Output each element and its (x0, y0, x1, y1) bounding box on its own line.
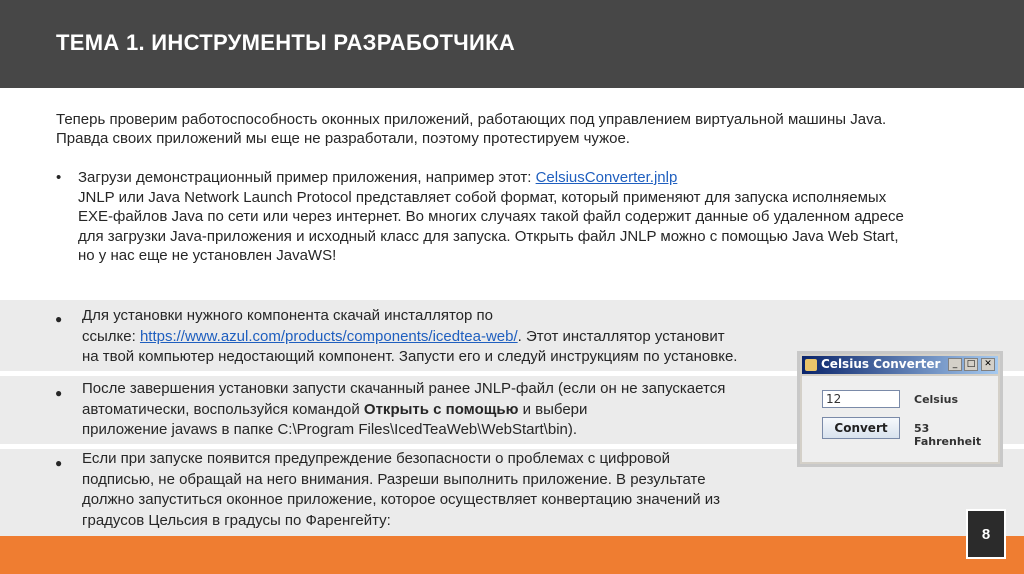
band-launch-line-3: приложение javaws в папке C:\Program Files\IcedTeaWeb\WebStart\bin). (82, 421, 578, 438)
bullet-marker: ● (55, 456, 63, 470)
band-install-line-1: Для установки нужного компонента скачай инсталлятор по (82, 307, 493, 324)
band-warning-line-2: подписью, не обращай на него внимания. Разреши выполнить приложение. В результате (82, 470, 706, 488)
band-install-text (82, 306, 737, 368)
band-launch-line-2 (82, 400, 725, 421)
convert-button[interactable]: Convert (822, 417, 900, 439)
celsius-converter-window (797, 351, 1003, 467)
band-launch-line-2-post: и выбери (518, 400, 588, 418)
band-install-line-2-pre: ссылке: (82, 327, 140, 345)
page-number: 8 (966, 509, 1006, 559)
band-install-line-2-post: . Этот инсталлятор установит (517, 327, 725, 345)
bullet-download-line-4: для загрузки Java-приложения и исходный класс для запуска. Открыть файл JNLP можно с помощью Java Web Start, (78, 227, 899, 245)
header-bar (0, 0, 1024, 88)
bullet-marker: ● (55, 386, 63, 400)
bullet-download-text (78, 168, 978, 266)
minimize-icon[interactable]: _ (948, 358, 962, 371)
intro-text (56, 110, 976, 148)
window-title: Celsius Converter (821, 357, 941, 371)
band-install-line-2 (82, 327, 737, 348)
open-with-command: Открыть с помощью (363, 400, 519, 418)
fahrenheit-result: 53 Fahrenheit (914, 422, 982, 448)
celsius-label: Celsius (914, 393, 958, 406)
intro-line-2: Правда своих приложений мы еще не разработали, поэтому протестируем чужое. (56, 130, 630, 147)
band-warning-text (82, 449, 720, 531)
bullet-download-line-3: EXE-файлов Java по сети или через интернет. Во многих случаях такой файл содержит данные об удаленном адресе (78, 208, 904, 225)
band-launch-line-1: После завершения установки запусти скачанный ранее JNLP-файл (если он не запускается (82, 380, 726, 397)
close-icon[interactable]: ✕ (981, 358, 995, 371)
window-titlebar[interactable] (802, 356, 998, 374)
celsius-converter-link[interactable]: CelsiusConverter.jnlp (535, 169, 678, 186)
maximize-icon[interactable]: □ (964, 358, 978, 371)
band-launch-line-2-pre: автоматически, воспользуйся командой (82, 400, 364, 418)
band-install-line-3: на твой компьютер недостающий компонент. Запусти его и следуй инструкциям по установке. (82, 348, 738, 365)
celsius-input[interactable]: 12 (822, 390, 900, 408)
bullet-download-line-1 (78, 168, 978, 188)
window-body (802, 376, 998, 462)
band-warning-line-1: Если при запуске появится предупреждение безопасности о проблемах с цифровой (82, 450, 670, 467)
intro-line-1: Теперь проверим работоспособность оконных приложений, работающих под управлением виртуальной машины Java. (56, 111, 887, 128)
bullet-download-line-5: но у нас еще не установлен JavaWS! (78, 247, 337, 264)
bullet-download-lead: Загрузи демонстрационный пример приложения, например этот: (78, 169, 536, 186)
bullet-marker: ● (55, 312, 63, 326)
bullet-marker: • (56, 169, 62, 186)
bullet-download-line-2: JNLP или Java Network Launch Protocol представляет собой формат, который применяют для запуска исполняемых (78, 188, 887, 206)
page-title: ТЕМА 1. ИНСТРУМЕНТЫ РАЗРАБОТЧИКА (56, 30, 516, 55)
azul-icedtea-link[interactable]: https://www.azul.com/products/components/icedtea-web/ (139, 327, 518, 345)
band-warning-line-4: градусов Цельсия в градусы по Фаренгейту: (82, 511, 391, 529)
footer-bar (0, 536, 1024, 574)
band-warning-line-3: должно запуститься оконное приложение, которое осуществляет конвертацию значений из (82, 491, 721, 508)
java-app-icon (805, 359, 817, 371)
band-launch-text (82, 379, 725, 441)
